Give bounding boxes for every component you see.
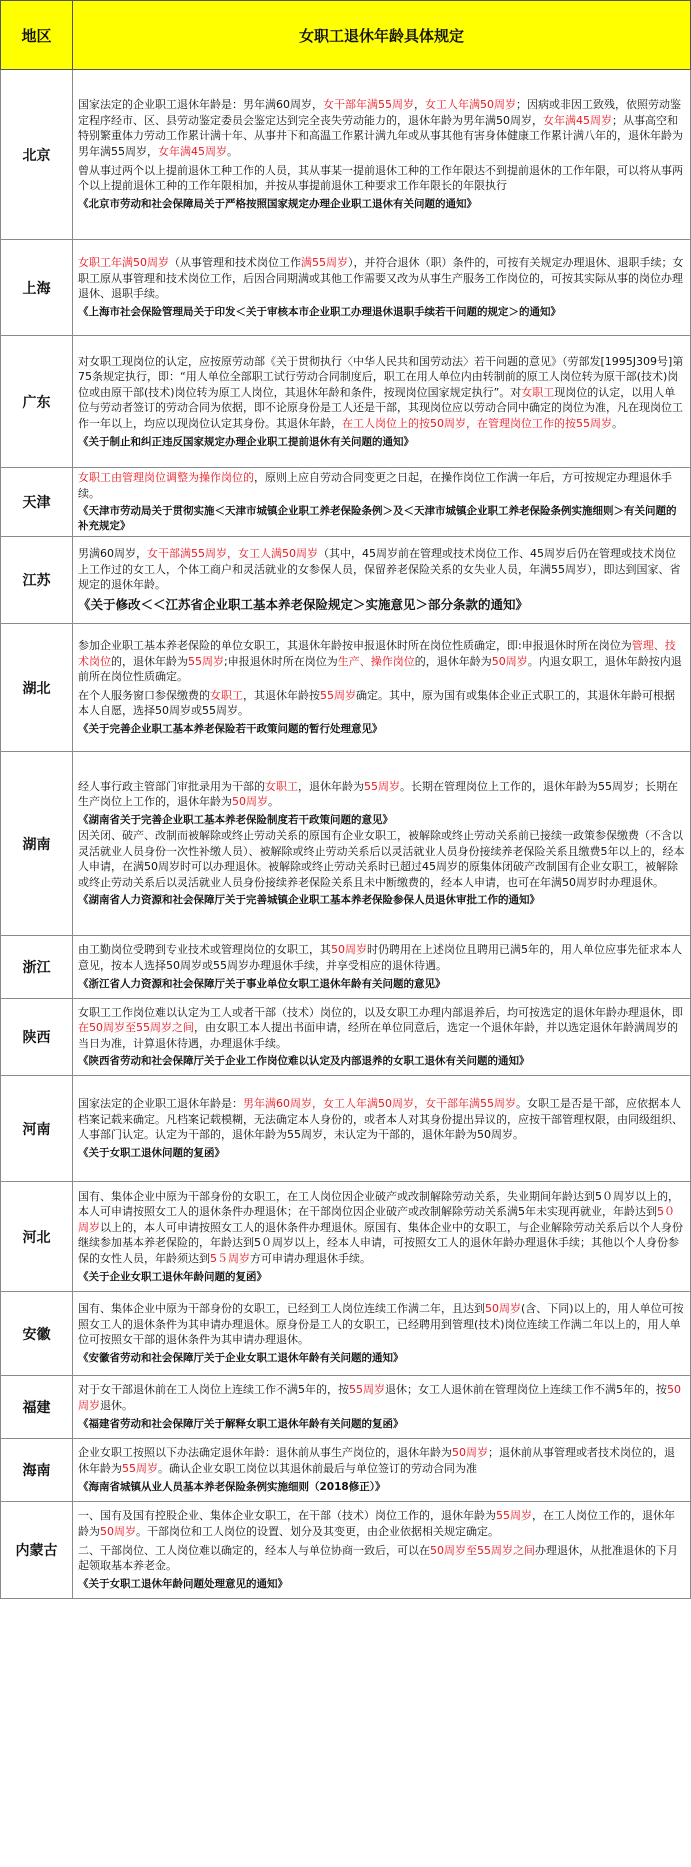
table-row (1, 1182, 691, 1292)
regulation-text: 对女职工现岗位的认定，应按原劳动部《关于贯彻执行〈中华人民共和国劳动法〉若干问题的意见》（劳部发[1995J309号]第75条规定执行，即：“用人单位全部职工试行劳动合同制度后，职工在用人单位内由转制前的原工人岗位转为原干部(技术)岗位或由原干部(技术)岗位转为原工人岗位，其退休年龄和条件，按现岗位国家规定执行”。对 (78, 354, 684, 399)
table-row (1, 1439, 691, 1502)
highlighted-text: 50周岁 (78, 1383, 681, 1413)
source-document: 《福建省劳动和社会保障厅关于解释女职工退休年龄有关问题的复函》 (78, 1417, 404, 1430)
highlighted-text: 男年满60周岁，女工人年满50周岁，女干部年满55周岁 (243, 1097, 516, 1111)
highlighted-text: 5０周岁 (78, 1205, 675, 1234)
regulation-text: 。女职工是否是干部，应依据本人档案记载来确定。凡档案记载模糊，无法确定本人身份的，或者本人对其身份提出异议的，应按干部管理权限，由同级组织、人事部门认定。认定为干部的，退休年龄为55周岁，未认定为干部的，退休年龄为50周岁。 (78, 1097, 683, 1142)
highlighted-text: 50周岁 (452, 1446, 488, 1460)
highlighted-text: 50周岁至55周岁之间 (430, 1543, 535, 1557)
regulation-text: ;申报退休时所在岗位为 (224, 654, 338, 668)
regulation-text: 一、国有及国有控股企业、集体企业女职工，在干部（技术）岗位工作的，退休年龄为 (78, 1509, 496, 1523)
regulation-text: 因关闭、破产、改制而被解除或终止劳动关系的原国有企业女职工，被解除或终止劳动关系前已接续一政策参保缴费（不含以灵活就业人员身份一次性补缴人员）、被解除或终止劳动关系后以灵活就业人员身份接续养老保险关系且缴费5年以上的，经本人申请，在满50周岁时可以办理退休。被解除或终止劳动关系时已超过45周岁的原集体闭破产改制国有企业女职工，被解除或终止劳动关系后以灵活就业人员身份接续养老保险关系且未中断缴费的，经本人申请，也可在年满50周岁时办理退休。 (78, 828, 685, 889)
regulation-paragraph (78, 1301, 685, 1348)
regulation-text: 国家法定的企业职工退休年龄是：男年满60周岁， (78, 98, 323, 112)
regulation-cell (73, 936, 691, 999)
region-cell: 福建 (1, 1376, 73, 1439)
highlighted-text: 女职工 (210, 688, 243, 702)
regulation-paragraph (78, 638, 685, 685)
regulation-paragraph (78, 1445, 685, 1476)
header-region: 地区 (1, 1, 73, 70)
regulation-text: 。确认企业女职工岗位以其退休前最后与单位签订的劳动合同为准 (158, 1462, 477, 1476)
highlighted-text: 女职工由管理岗位调整为操作岗位的 (78, 471, 254, 484)
highlighted-text: 50周岁 (485, 1302, 521, 1316)
regulation-cell (73, 468, 691, 537)
source-document: 《海南省城镇从业人员基本养老保险条例实施细则（2018修正）》 (78, 1480, 386, 1493)
regulation-paragraph (78, 354, 685, 432)
regulation-text: ；退休前从事管理或者技术岗位的，退休年龄为 (78, 1446, 675, 1476)
source-document: 《关于完善企业职工基本养老保险若干政策问题的暂行处理意见》 (78, 723, 383, 736)
regulation-text: ，由女职工本人提出书面申请，经所在单位同意后，选定一个退休年龄，并以选定退休年龄满周岁的当日为准，计算退休待遇，办理退休手续。 (78, 1021, 678, 1050)
regulation-text: 。干部岗位和工人岗位的设置、划分及其变更，由企业依据相关规定确定。 (136, 1524, 499, 1538)
regulation-text: 以上的，本人可申请按照女工人的退休条件办理退休。原国有、集体企业中的女职工，与企业解除劳动关系后以个人身份继续参加基本养老保险的，年龄达到5０周岁以上，经本人申请，可按照女工人的退休年龄办理退休手续；其他以个人身份参保的女性人员，年龄须达到 (78, 1220, 683, 1265)
regulation-text: 方可申请办理退休手续。 (250, 1251, 371, 1265)
regulation-text: 在个人服务窗口参保缴费的 (78, 688, 210, 702)
table-row (1, 624, 691, 752)
regulation-text: 退休；女工人退休前在管理岗位上连续工作不满5年的，按 (385, 1383, 667, 1397)
regulation-text: ；从事高空和特别繁重体力劳动工作累计满十年、从事井下和高温工作累计满九年或从事其他有害身体健康工作累计满八年的，退休年龄为男年满55周岁， (78, 113, 683, 159)
highlighted-text: 在工人岗位上的按50周岁，在管理岗位工作的按55周岁 (342, 416, 612, 430)
regulation-paragraph (78, 546, 685, 593)
source-document: 《湖南省关于完善企业职工基本养老保险制度若干政策问题的意见》 (78, 814, 393, 827)
regulation-paragraph (78, 1543, 685, 1574)
table-row (1, 1076, 691, 1182)
highlighted-text: 女年满45周岁 (543, 113, 612, 127)
regulation-text: 。 (268, 795, 279, 809)
regulation-text: 国有、集体企业中原为干部身份的女职工，在工人岗位因企业破产或改制解除劳动关系，失业期间年龄达到5０周岁以上的，本人可申请按照女工人的退休条件办理退休；在干部岗位因企业破产或改制解除劳动关系满5年未实现再就业，年龄达到 (78, 1189, 679, 1219)
region-cell: 河北 (1, 1182, 73, 1292)
regulation-text: 时仍聘用在上述岗位且聘用已满5年的，用人单位应事先征求本人意见，按本人选择50周岁或55周岁办理退休手续，并享受相应的退休待遇。 (78, 943, 682, 973)
regulation-paragraph (78, 942, 685, 973)
regulation-paragraph (78, 97, 685, 159)
regulation-text: 国家法定的企业职工退休年龄是： (78, 1097, 243, 1111)
table-row (1, 1376, 691, 1439)
regulation-text: ， (414, 98, 425, 112)
regulation-text: 参加企业职工基本养老保险的单位女职工，其退休年龄按申报退休时所在岗位性质确定，即:申报退休时所在岗位为 (78, 639, 632, 653)
regulation-text: 曾从事过两个以上提前退休工种工作的人员，其从事某一提前退休工种的工作年限达不到提前退休的工作年限，可以将从事两个以上提前退休工种的工作年限相加，并按从事提前退休工种要求工作年限长的年限执行 (78, 163, 683, 193)
regulation-paragraph (78, 828, 685, 890)
regulation-text: 退休。 (100, 1399, 133, 1413)
highlighted-text: 55周岁 (496, 1509, 532, 1523)
regulation-text: 。 (227, 145, 238, 159)
highlighted-text: 女工人年满50周岁 (425, 98, 516, 112)
regulation-text: 。长期在管理岗位上工作的，退休年龄为55周岁；长期在生产岗位上工作的，退休年龄为 (78, 779, 678, 809)
regulation-cell (73, 752, 691, 936)
regulation-cell (73, 1076, 691, 1182)
source-document: 《上海市社会保险管理局关于印发＜关于审核本市企业职工办理退休退职手续若干问题的规定＞的通知》 (78, 305, 561, 318)
source-document: 《关于制止和纠正违反国家规定办理企业职工提前退休有关问题的通知》 (78, 435, 414, 448)
regulation-text: (含、下同)以上的，用人单位可按照女工人的退休条件为其申请办理退休。原身份是工人的女职工，已经聘用到管理(技术)岗位连续工作满二年以上的，用人单位可按照女干部的退休条件为其申请办理退休。 (78, 1302, 684, 1347)
highlighted-text: 满55周岁 (301, 256, 348, 270)
regulation-text: 现岗位的认定，以用人单位与劳动者签订的劳动合同为依据，即不论原身份是工人还是干部，其现岗位应以劳动合同中确定的岗位为准，凡在现岗位工作一年以上，均应以现岗位认定其身份。其退休年龄， (78, 385, 683, 430)
regulation-paragraph (78, 1508, 685, 1539)
regulation-cell (73, 537, 691, 624)
highlighted-text: 5５周岁 (210, 1251, 250, 1265)
highlighted-text: 女干部满55周岁，女工人满50周岁 (147, 547, 318, 561)
highlighted-text: 女年满45周岁 (158, 145, 227, 159)
regulation-cell (73, 1182, 691, 1292)
source-document: 《关于女职工退休年龄问题处理意见的通知》 (78, 1577, 288, 1590)
highlighted-text: 55周岁 (188, 654, 224, 668)
regulation-text: 女职工工作岗位难以认定为工人或者干部（技术）岗位的，以及女职工办理内部退养后，均可按选定的退休年龄办理退休，即 (78, 1005, 683, 1019)
source-document: 《关于企业女职工退休年龄问题的复函》 (78, 1270, 267, 1283)
regulation-cell (73, 1502, 691, 1599)
regulation-paragraph (78, 688, 685, 719)
regulation-text: 由工勤岗位受聘到专业技术或管理岗位的女职工，其 (78, 943, 331, 957)
regulation-paragraph (78, 255, 685, 302)
table-row (1, 240, 691, 336)
regulation-text: （从事管理和技术岗位工作 (169, 256, 301, 270)
header-regulation: 女职工退休年龄具体规定 (73, 1, 691, 70)
regulation-text: ；因病或非因工致残，依照劳动鉴定程序经市、区、县劳动鉴定委员会鉴定达到完全丧失劳动能力的，退休年龄为男年满50周岁， (78, 98, 681, 127)
regulation-text: 办理退休，从批准退休的下月起领取基本养老金。 (78, 1543, 678, 1573)
region-cell: 内蒙古 (1, 1502, 73, 1599)
highlighted-text: 女职工 (521, 385, 555, 399)
source-document: 《安徽省劳动和社会保障厅关于企业女职工退休年龄有关问题的通知》 (78, 1351, 404, 1364)
regulation-text: ，原则上应自劳动合同变更之日起，在操作岗位工作满一年后，方可按规定办理退休手续。 (78, 471, 672, 500)
highlighted-text: 女干部年满55周岁 (323, 98, 414, 112)
table-row (1, 1292, 691, 1376)
region-cell: 海南 (1, 1439, 73, 1502)
highlighted-text: 女职工年满50周岁 (78, 256, 169, 270)
region-cell: 湖南 (1, 752, 73, 936)
region-cell: 江苏 (1, 537, 73, 624)
regulation-cell (73, 1439, 691, 1502)
highlighted-text: 管理、技术岗位 (78, 639, 676, 668)
highlighted-text: 50周岁 (232, 795, 268, 809)
regulation-cell (73, 336, 691, 468)
regulation-text: ），并符合退休（职）条件的，可按有关规定办理退休、退职手续；女职工原从事管理和技术岗位工作，后因合同期满或其他工作需要又改为从事生产服务工作岗位的，可按其实际从事的岗位办理退休、退职手续。 (78, 256, 684, 301)
regulation-cell (73, 1376, 691, 1439)
regulation-text: ，在工人岗位工作的，退休年龄为 (78, 1509, 675, 1538)
table-row (1, 999, 691, 1076)
regulation-cell (73, 999, 691, 1076)
regulation-paragraph (78, 163, 685, 194)
regulation-paragraph (78, 1189, 685, 1267)
regulation-text: ，退休年龄为 (298, 779, 364, 793)
source-document: 《天津市劳动局关于贯彻实施＜天津市城镇企业职工养老保险条例＞及＜天津市城镇企业职工养老保险条例实施细则＞有关问题的补充规定》 (78, 505, 677, 533)
region-cell: 广东 (1, 336, 73, 468)
regulation-text: 男满60周岁， (78, 547, 147, 561)
highlighted-text: 50周岁 (100, 1524, 136, 1538)
highlighted-text: 50周岁 (331, 943, 367, 957)
table-row (1, 537, 691, 624)
region-cell: 浙江 (1, 936, 73, 999)
source-document: 《浙江省人力资源和社会保障厅关于事业单位女职工退休年龄有关问题的意见》 (78, 977, 446, 990)
table-row (1, 70, 691, 240)
table-row (1, 1502, 691, 1599)
regulation-text: 。 (612, 416, 623, 430)
regulation-paragraph (78, 1382, 685, 1413)
source-document: 《关于女职工退休问题的复函》 (78, 1146, 225, 1159)
regulation-paragraph (78, 470, 685, 501)
regulation-text: 国有、集体企业中原为干部身份的女职工，已经到工人岗位连续工作满二年，且达到 (78, 1302, 485, 1316)
regulation-paragraph (78, 779, 685, 810)
regulation-text: 的，退休年龄为 (111, 654, 188, 668)
regulation-text: ，其退休年龄按 (243, 688, 320, 702)
region-cell: 天津 (1, 468, 73, 537)
regulation-text: 二、干部岗位、工人岗位难以确定的，经本人与单位协商一致后，可以在 (78, 1543, 430, 1557)
highlighted-text: 55周岁 (364, 779, 400, 793)
regulation-cell (73, 70, 691, 240)
regulation-text: 的，退休年龄为 (414, 654, 492, 668)
region-cell: 安徽 (1, 1292, 73, 1376)
source-document: 《湖南省人力资源和社会保障厅关于完善城镇企业职工基本养老保险参保人员退休审批工作的通知》 (78, 894, 540, 907)
region-cell: 上海 (1, 240, 73, 336)
region-cell: 陕西 (1, 999, 73, 1076)
regulation-text: 企业女职工按照以下办法确定退休年龄：退休前从事生产岗位的，退休年龄为 (78, 1446, 452, 1460)
regulation-text: 经人事行政主管部门审批录用为干部的 (78, 779, 265, 793)
source-document: 《陕西省劳动和社会保障厅关于企业工作岗位难以认定及内部退养的女职工退休有关问题的通知》 (78, 1055, 530, 1068)
regulation-cell (73, 1292, 691, 1376)
highlighted-text: 50周岁 (491, 654, 528, 668)
table-row (1, 752, 691, 936)
regulation-cell (73, 240, 691, 336)
table-row (1, 336, 691, 468)
highlighted-text: 55周岁 (349, 1383, 385, 1397)
regulation-text: 确定。其中，原为国有或集体企业正式职工的，其退休年龄可根据本人自愿，选择50周岁或55周岁。 (78, 688, 675, 718)
regulation-cell (73, 624, 691, 752)
regulation-text: 。内退女职工，退休年龄按内退前所在岗位性质确定。 (78, 654, 682, 684)
highlighted-text: 55周岁 (320, 688, 356, 702)
regulation-paragraph (78, 1005, 685, 1052)
source-document: 《关于修改＜＜江苏省企业职工基本养老保险规定＞实施意见＞部分条款的通知》 (78, 597, 529, 613)
regulation-paragraph (78, 1096, 685, 1143)
highlighted-text: 55周岁 (122, 1462, 158, 1476)
table-row (1, 468, 691, 537)
table-header-row (1, 1, 691, 70)
region-cell: 北京 (1, 70, 73, 240)
regulation-text: （其中，45周岁前在管理或技术岗位工作、45周岁后仍在管理或技术岗位上工作过的女工人，个体工商户和灵活就业的女参保人员，保留养老保险关系的女失业人员，年满55周岁），即达到国家、省规定的退休年龄。 (78, 547, 681, 592)
region-cell: 河南 (1, 1076, 73, 1182)
table-row (1, 936, 691, 999)
region-cell: 湖北 (1, 624, 73, 752)
highlighted-text: 在50周岁至55周岁之间 (78, 1021, 194, 1035)
source-document: 《北京市劳动和社会保障局关于严格按照国家规定办理企业职工退休有关问题的通知》 (78, 197, 477, 210)
regulation-text: 对于女干部退休前在工人岗位上连续工作不满5年的，按 (78, 1383, 349, 1397)
highlighted-text: 女职工 (265, 779, 298, 793)
highlighted-text: 生产、操作岗位 (337, 654, 415, 668)
